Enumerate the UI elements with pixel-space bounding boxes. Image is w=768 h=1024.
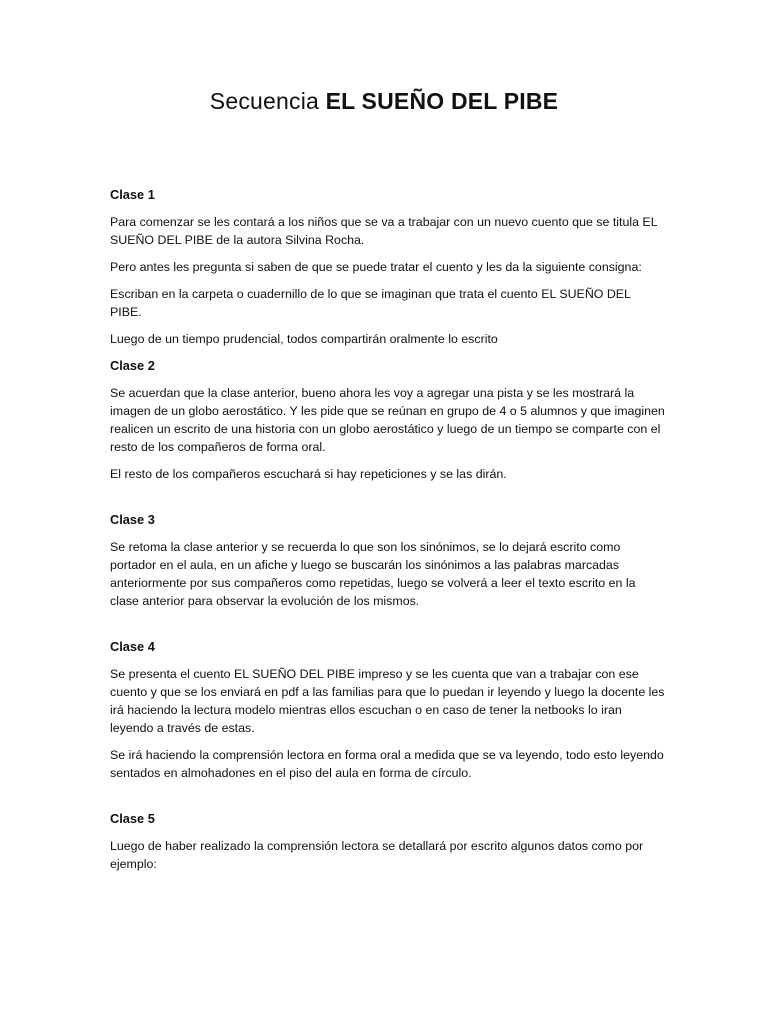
section-clase-3 [110, 511, 665, 610]
paragraph: Para comenzar se les contará a los niños que se va a trabajar con un nuevo cuento que se titula EL SUEÑO DEL PIBE de la autora Silvina Rocha. [110, 215, 658, 247]
section-heading: Clase 2 [110, 358, 155, 373]
paragraph: Luego de un tiempo prudencial, todos compartirán oralmente lo escrito [110, 332, 498, 346]
section-spacer [110, 791, 665, 810]
paragraph: Se irá haciendo la comprensión lectora en forma oral a medida que se va leyendo, todo esto leyendo sentados en almohadones en el piso del aula en forma de círculo. [110, 748, 664, 780]
paragraph: El resto de los compañeros escuchará si hay repeticiones y se las dirán. [110, 467, 507, 481]
section-heading: Clase 3 [110, 512, 155, 527]
section-spacer [110, 492, 665, 511]
paragraph: Se acuerdan que la clase anterior, bueno ahora les voy a agregar una pista y se les mostrará la imagen de un globo aerostático. Y les pide que se reúnan en grupo de 4 o 5 alumnos y que imaginen realicen un escrito de una historia con un globo aerostático y luego de un tiempo se comparte con el resto de los compañeros de forma oral. [110, 386, 665, 454]
paragraph: Se retoma la clase anterior y se recuerda lo que son los sinónimos, se lo dejará escrito como portador en el aula, en un afiche y luego se buscarán los sinónimos a las palabras marcadas anteriormente por sus compañeros como repetidas, luego se volverá a leer el texto escrito en la clase anterior para observar la evolución de los mismos. [110, 540, 636, 608]
section-clase-5 [110, 810, 665, 873]
page-title [0, 88, 768, 115]
section-clase-1 [110, 186, 665, 348]
section-clase-2 [110, 357, 665, 483]
paragraph: Pero antes les pregunta si saben de que se puede tratar el cuento y les da la siguiente consigna: [110, 260, 642, 274]
section-heading: Clase 4 [110, 639, 155, 654]
section-spacer [110, 619, 665, 638]
title-bold-text: EL SUEÑO DEL PIBE [325, 88, 559, 114]
title-prefix: Secuencia [209, 88, 319, 114]
paragraph: Luego de haber realizado la comprensión lectora se detallará por escrito algunos datos como por ejemplo: [110, 839, 644, 871]
section-heading: Clase 1 [110, 187, 155, 202]
paragraph: Escriban en la carpeta o cuadernillo de lo que se imaginan que trata el cuento EL SUEÑO DEL PIBE. [110, 287, 631, 319]
document-body [110, 186, 665, 882]
paragraph: Se presenta el cuento EL SUEÑO DEL PIBE impreso y se les cuenta que van a trabajar con ese cuento y que se los enviará en pdf a las familias para que lo puedan ir leyendo y luego la docente les irá haciendo la lectura modelo mientras ellos escuchan o en caso de tener la netbooks lo iran leyendo a través de estas. [110, 667, 665, 735]
section-heading: Clase 5 [110, 811, 155, 826]
section-clase-4 [110, 638, 665, 782]
